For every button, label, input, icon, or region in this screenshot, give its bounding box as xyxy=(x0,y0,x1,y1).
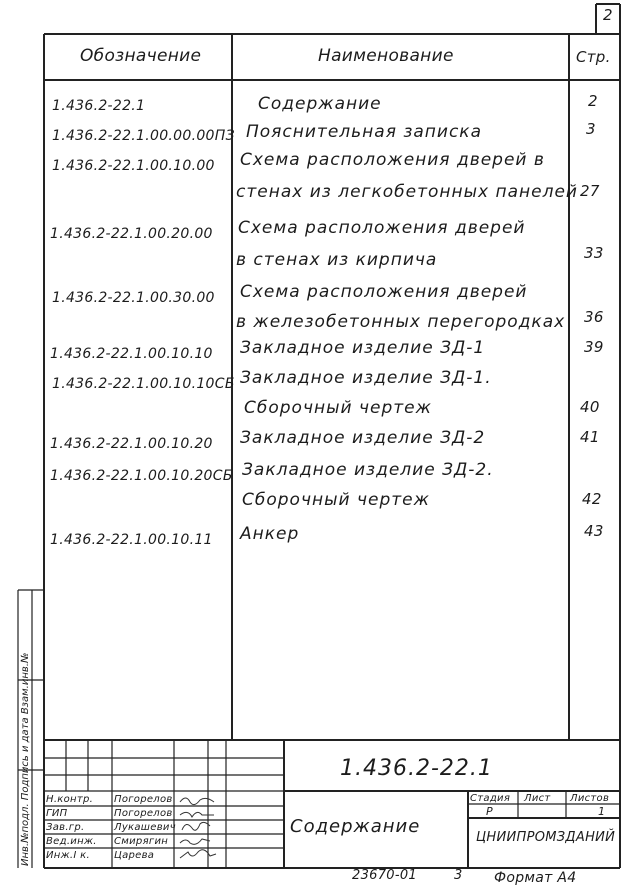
row-page: 40 xyxy=(580,398,600,416)
row-name: Содержание xyxy=(258,94,382,114)
signature-marks xyxy=(180,798,216,858)
header-designation: Обозначение xyxy=(80,46,202,66)
row-code: 1.436.2-22.1.00.10.20СБ xyxy=(50,468,233,484)
staff-name: Смирягин xyxy=(114,836,169,847)
header-name: Наименование xyxy=(318,46,454,66)
row-page: 43 xyxy=(584,522,604,540)
stage-value: Р xyxy=(486,805,493,818)
row-page: 42 xyxy=(582,490,602,508)
row-name: Закладное изделие ЗД-1 xyxy=(240,338,486,358)
staff-role: ГИП xyxy=(46,808,68,819)
sheets-label: Листов xyxy=(570,793,610,804)
row-code: 1.436.2-22.1 xyxy=(52,98,146,114)
sheet-number: 2 xyxy=(603,6,613,24)
row-code: 1.436.2-22.1.00.10.00 xyxy=(52,158,215,174)
row-name: Схема расположения дверей xyxy=(240,282,528,302)
sheets-value: 1 xyxy=(598,805,606,818)
row-name: Закладное изделие ЗД-1. xyxy=(240,368,492,388)
row-name-continued: в стенах из кирпича xyxy=(236,250,438,270)
row-name-continued: Сборочный чертеж xyxy=(244,398,432,418)
side-stamp: Инв.№подл. Подпись и дата Взам.инв.№ xyxy=(20,652,31,866)
header-page: Стр. xyxy=(576,48,611,66)
row-name-continued: Сборочный чертеж xyxy=(242,490,430,510)
row-code: 1.436.2-22.1.00.20.00 xyxy=(50,226,213,242)
row-code: 1.436.2-22.1.00.10.10 xyxy=(50,346,213,362)
row-code: 1.436.2-22.1.00.10.20 xyxy=(50,436,213,452)
staff-role: Н.контр. xyxy=(46,794,94,805)
staff-name: Погорелов xyxy=(114,794,173,805)
row-name: Схема расположения дверей в xyxy=(240,150,545,170)
staff-role: Инж.I к. xyxy=(46,850,90,861)
stage-label: Стадия xyxy=(470,793,511,804)
title-designation: 1.436.2-22.1 xyxy=(340,756,493,781)
staff-name: Погорелов xyxy=(114,808,173,819)
row-name: Закладное изделие ЗД-2. xyxy=(242,460,494,480)
row-name: Пояснительная записка xyxy=(246,122,482,142)
sheet-label: Лист xyxy=(524,793,551,804)
staff-role: Вед.инж. xyxy=(46,836,97,847)
staff-name: Лукашевич xyxy=(114,822,176,833)
row-page: 3 xyxy=(586,120,596,138)
row-name: Анкер xyxy=(240,524,300,544)
paper-format: Формат А4 xyxy=(494,870,577,886)
staff-role: Зав.гр. xyxy=(46,822,85,833)
row-page: 27 xyxy=(580,182,600,200)
title-document-name: Содержание xyxy=(290,816,421,837)
order-number: 23670-01 xyxy=(352,868,417,883)
row-name-continued: в железобетонных перегородках xyxy=(236,312,566,332)
row-page: 33 xyxy=(584,244,604,262)
row-name: Закладное изделие ЗД-2 xyxy=(240,428,486,448)
copy-number: 3 xyxy=(454,868,463,883)
row-code: 1.436.2-22.1.00.10.11 xyxy=(50,532,213,548)
row-code: 1.436.2-22.1.00.30.00 xyxy=(52,290,215,306)
row-page: 39 xyxy=(584,338,604,356)
row-page: 2 xyxy=(588,92,598,110)
row-code: 1.436.2-22.1.00.10.10СБ xyxy=(52,376,235,392)
row-page: 41 xyxy=(580,428,600,446)
row-name-continued: стенах из легкобетонных панелей xyxy=(236,182,578,202)
row-page: 36 xyxy=(584,308,604,326)
row-name: Схема расположения дверей xyxy=(238,218,526,238)
staff-name: Царева xyxy=(114,850,155,861)
organization: ЦНИИПРОМЗДАНИЙ xyxy=(476,830,616,845)
row-code: 1.436.2-22.1.00.00.00ПЗ xyxy=(52,128,235,144)
